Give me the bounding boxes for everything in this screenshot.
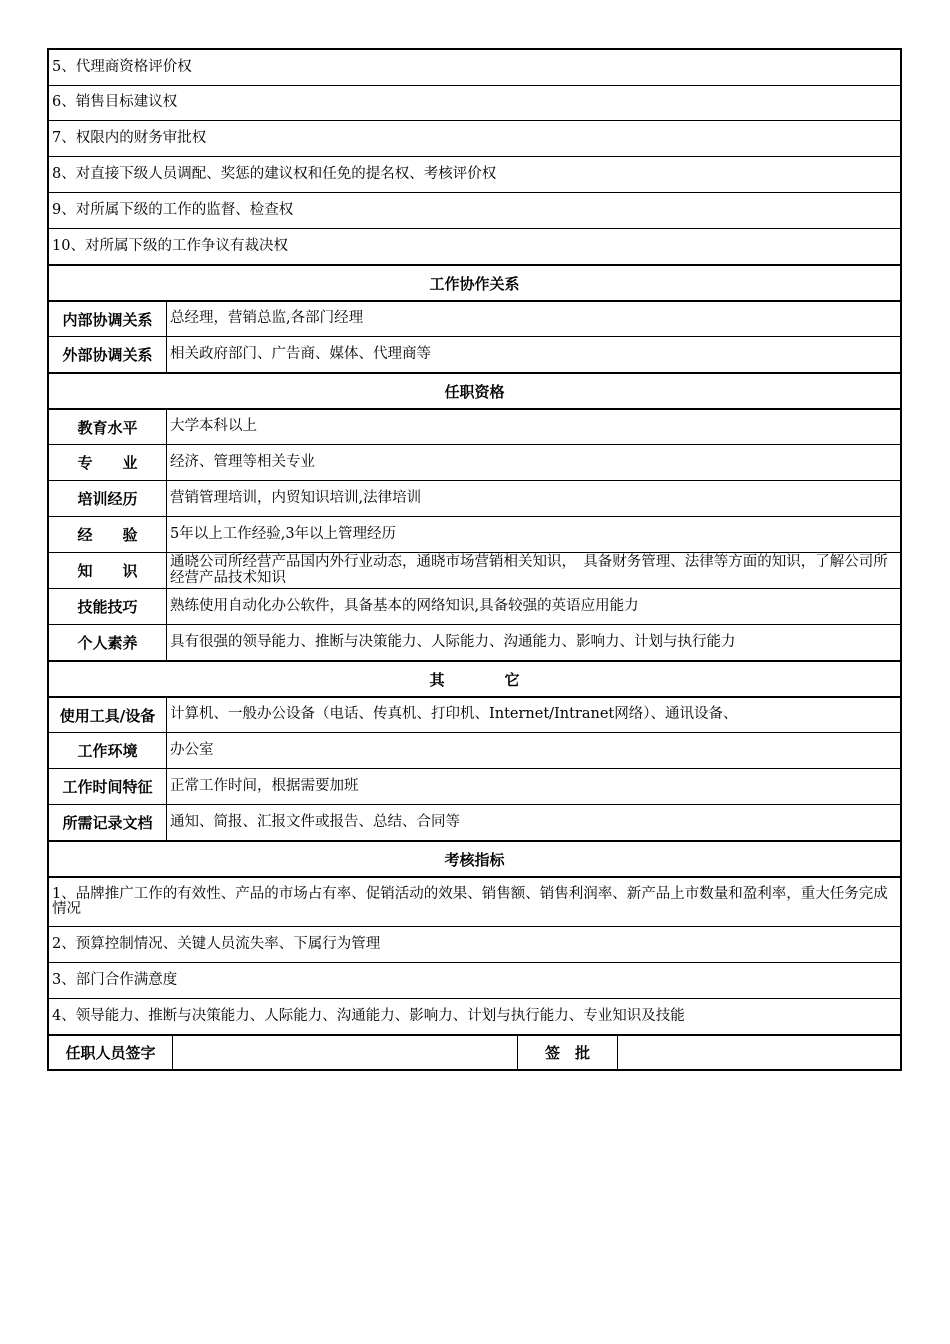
row-value: 营销管理培训，内贸知识培训,法律培训: [170, 489, 422, 506]
row-value: 具有很强的领导能力、推断与决策能力、人际能力、沟通能力、影响力、计划与执行能力: [170, 633, 736, 650]
approval-label: 签 批: [518, 1036, 618, 1069]
row-value: 相关政府部门、广告商、媒体、代理商等: [170, 345, 431, 362]
row-label: 使用工具/设备: [49, 698, 167, 732]
row-label: 培训经历: [49, 481, 167, 516]
section-title: 工作协作关系: [429, 274, 520, 293]
other-row: [49, 804, 900, 840]
row-value: 5年以上工作经验,3年以上管理经历: [170, 525, 397, 542]
qualification-row: [49, 480, 900, 516]
qualification-row: [49, 552, 900, 588]
kpi-text: 4、领导能力、推断与决策能力、人际能力、沟通能力、影响力、计划与执行能力、专业知识及技能: [52, 1007, 685, 1024]
other-row: [49, 696, 900, 732]
power-text: 10、对所属下级的工作争议有裁决权: [52, 237, 288, 254]
section-title: 考核指标: [444, 850, 505, 869]
kpi-row: [49, 962, 900, 998]
section-header-qualifications: [49, 372, 900, 408]
row-label: 工作时间特征: [49, 769, 167, 804]
row-label: 个人素养: [49, 625, 167, 660]
row-value: 通知、简报、汇报文件或报告、总结、合同等: [170, 813, 460, 830]
employee-signature-label: 任职人员签字: [49, 1036, 173, 1069]
qualification-row: [49, 444, 900, 480]
qualification-row: [49, 408, 900, 444]
power-text: 9、对所属下级的工作的监督、检查权: [52, 201, 294, 218]
row-label: 外部协调关系: [49, 337, 167, 372]
cooperation-row: [49, 300, 900, 336]
employee-signature-field[interactable]: [173, 1036, 518, 1069]
row-value: 总经理，营销总监,各部门经理: [170, 310, 364, 327]
other-row: [49, 732, 900, 768]
row-value: 正常工作时间，根据需要加班: [170, 777, 359, 794]
section-header-other: [49, 660, 900, 696]
power-text: 7、权限内的财务审批权: [52, 129, 207, 146]
kpi-text: 3、部门合作满意度: [52, 971, 178, 988]
qualification-row: [49, 588, 900, 624]
power-row: [49, 120, 900, 156]
row-label: 教育水平: [49, 410, 167, 444]
cooperation-row: [49, 336, 900, 372]
power-row: [49, 192, 900, 228]
power-row: [49, 85, 900, 120]
qualification-row: [49, 624, 900, 660]
row-label: 技能技巧: [49, 589, 167, 624]
power-text: 8、对直接下级人员调配、奖惩的建议权和任免的提名权、考核评价权: [52, 165, 497, 182]
signature-row: [49, 1034, 900, 1069]
row-value: 经济、管理等相关专业: [170, 453, 315, 470]
power-row: [49, 228, 900, 264]
row-value: 熟练使用自动化办公软件，具备基本的网络知识,具备较强的英语应用能力: [170, 597, 639, 614]
row-label: 内部协调关系: [49, 302, 167, 336]
row-label: 工作环境: [49, 733, 167, 768]
power-row: [49, 50, 900, 85]
kpi-text: 1、品牌推广工作的有效性、产品的市场占有率、促销活动的效果、销售额、销售利润率、新产品上市数量和盈利率，重大任务完成情况: [52, 885, 888, 917]
kpi-row: [49, 876, 900, 926]
power-row: [49, 156, 900, 192]
kpi-row: [49, 998, 900, 1034]
job-description-table: [47, 48, 902, 1071]
row-value: 通晓公司所经营产品国内外行业动态，通晓市场营销相关知识， 具备财务管理、法律等方面的知识，了解公司所经营产品技术知识: [170, 554, 888, 586]
other-row: [49, 768, 900, 804]
row-value: 计算机、一般办公设备（电话、传真机、打印机、Internet/Intranet网络）、通讯设备、: [170, 706, 738, 723]
row-label: 专 业: [49, 445, 167, 480]
kpi-text: 2、预算控制情况、关键人员流失率、下属行为管理: [52, 935, 381, 952]
row-value: 办公室: [170, 741, 214, 758]
row-label: 所需记录文档: [49, 805, 167, 840]
row-label: 经 验: [49, 517, 167, 552]
section-header-kpi: [49, 840, 900, 876]
power-text: 5、代理商资格评价权: [52, 58, 192, 75]
approval-field[interactable]: [618, 1036, 900, 1069]
row-value: 大学本科以上: [170, 418, 257, 435]
qualification-row: [49, 516, 900, 552]
kpi-row: [49, 926, 900, 962]
section-header-cooperation: [49, 264, 900, 300]
section-title: 其 它: [429, 670, 520, 689]
section-title: 任职资格: [444, 382, 505, 401]
row-label: 知 识: [49, 553, 167, 588]
power-text: 6、销售目标建议权: [52, 94, 178, 111]
